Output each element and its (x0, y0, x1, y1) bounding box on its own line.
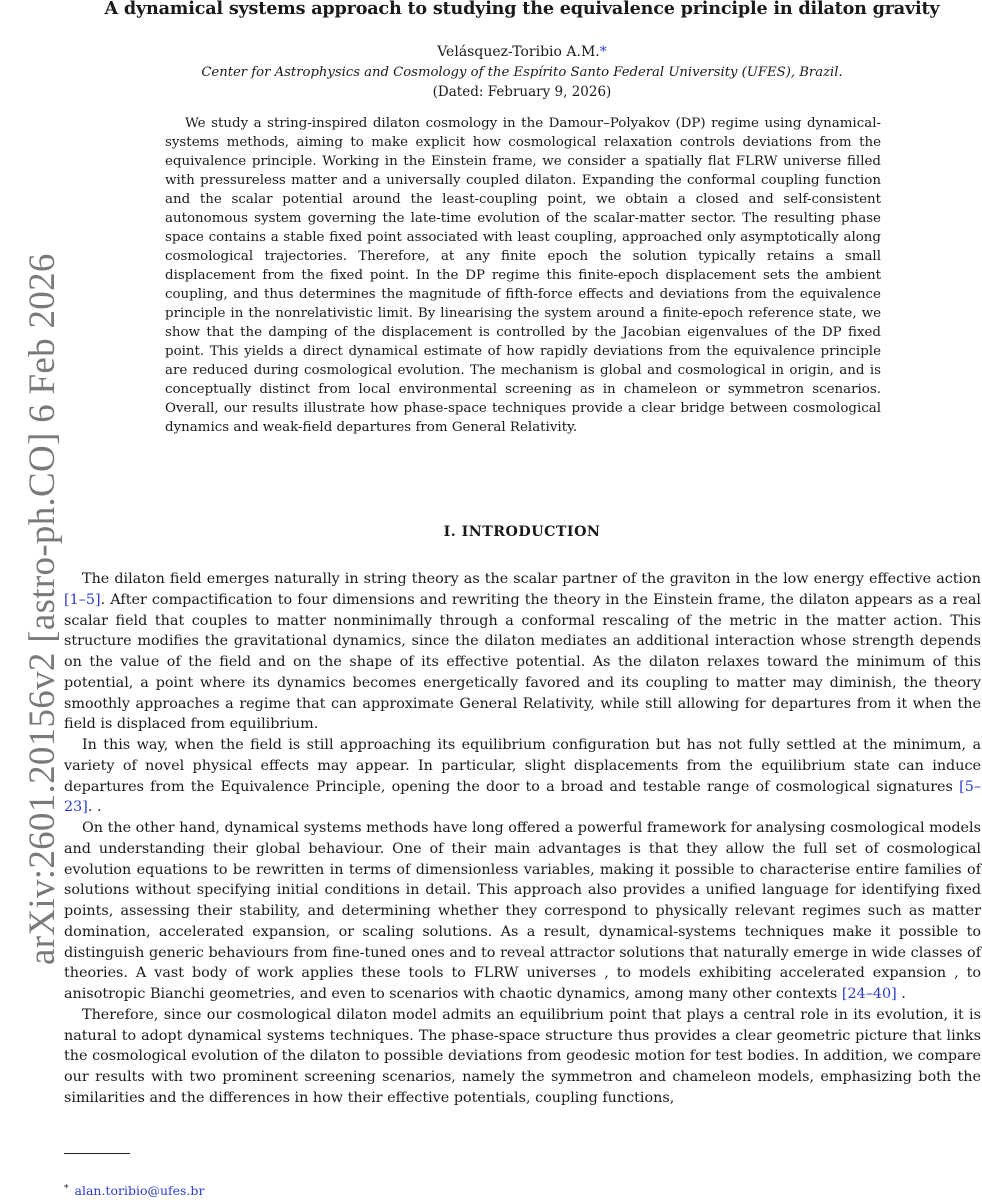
citation-link[interactable]: [1–5] (64, 591, 101, 608)
paragraph-text: . (896, 986, 906, 1002)
paragraph-1 (64, 569, 981, 735)
author-line (62, 44, 982, 60)
footnote-marker: * (64, 1184, 69, 1194)
affiliation: Center for Astrophysics and Cosmology of the Espírito Santo Federal University (UFES), Brazil. (201, 65, 843, 80)
author-footnote-link[interactable]: * (599, 44, 607, 60)
section-heading-introduction: I. INTRODUCTION (443, 524, 601, 540)
paper-title: A dynamical systems approach to studying the equivalence principle in dilaton gravity (104, 0, 940, 19)
author-name: Velásquez-Toribio A.M. (437, 44, 600, 60)
paragraph-4: Therefore, since our cosmological dilaton model admits an equilibrium point that plays a central role in its evolution, it is natural to adopt dynamical systems techniques. The phase-space structure thus provides a clear geometric picture that links the cosmological evolution of the dilaton to possible deviations from geodesic motion for test bodies. In addition, we compare our results with two prominent screening scenarios, namely the symmetron and chameleon models, emphasizing both the similarities and the differences in how their effective potentials, coupling functions, (64, 1006, 981, 1106)
footnote (64, 1183, 204, 1198)
paragraph-text: In this way, when the field is still approaching its equilibrium configuration but has not fully settled at the minimum, a variety of novel physical effects may appear. In particular, slight displacements from the equilibrium state can induce departures from the Equivalence Principle, opening the door to a broad and testable range of cosmological signatures (64, 737, 981, 795)
date-line: (Dated: February 9, 2026) (432, 84, 612, 100)
paragraph-text: . After compactification to four dimensions and rewriting the theory in the Einstein frame, the dilaton appears as a real scalar field that couples to matter nonminimally through a conformal rescaling of the metric in the matter action. This structure modifies the gravitational dynamics, since the dilaton mediates an additional interaction whose strength depends on the value of the field and on the shape of its effective potential. As the dilaton relaxes toward the minimum of this potential, a point where its dynamics becomes energetically favored and its coupling to matter may diminish, the theory smoothly approaches a regime that can approximate General Relativity, while still allowing for departures from it when the field is displaced from equilibrium. (64, 591, 981, 733)
paragraph-text: . . (87, 799, 102, 816)
arxiv-identifier: arXiv:2601.20156v2 [astro-ph.CO] 6 Feb 2026 (22, 253, 63, 965)
abstract: We study a string-inspired dilaton cosmology in the Damour–Polyakov (DP) regime using dynamical-systems methods, aiming to make explicit how cosmological relaxation controls deviations from the equivalence principle. Working in the Einstein frame, we consider a spatially flat FLRW universe filled with pressureless matter and a universally coupled dilaton. Expanding the conformal coupling function and the scalar potential around the least-coupling point, we obtain a closed and self-consistent autonomous system governing the late-time evolution of the scalar-matter sector. The resulting phase space contains a stable fixed point associated with least coupling, approached only asymptotically along cosmological trajectories. Therefore, at any finite epoch the solution typically retains a small displacement from the fixed point. In the DP regime this finite-epoch displacement sets the ambient coupling, and thus determines the magnitude of fifth-force effects and deviations from the equivalence principle in the nonrelativistic limit. By linearising the system around a finite-epoch reference state, we show that the damping of the displacement is controlled by the Jacobian eigenvalues of the DP fixed point. This yields a direct dynamical estimate of how rapidly deviations from the equivalence principle are reduced during cosmological evolution. The mechanism is global and cosmological in origin, and is conceptually distinct from local environmental screening as in chameleon or symmetron scenarios. Overall, our results illustrate how phase-space techniques provide a clear bridge between cosmological dynamics and weak-field departures from General Relativity. (165, 116, 881, 435)
paragraph-2 (64, 735, 981, 818)
citation-link[interactable]: [24–40] (841, 986, 897, 1002)
citation-link[interactable]: [5–23] (64, 778, 981, 816)
paragraph-text: On the other hand, dynamical systems methods have long offered a powerful framework for analysing cosmological models and understanding their global behaviour. One of their main advantages is that they allow the full set of cosmological evolution equations to be rewritten in terms of dimensionless variables, making it possible to characterise entire families of solutions without specifying initial conditions in detail. This approach also provides a unified language for identifying fixed points, assessing their stability, and determining whether they correspond to physically relevant regimes such as matter domination, accelerated expansion, or scaling solutions. As a result, dynamical-systems techniques make it possible to distinguish generic behaviours from fine-tuned ones and to reveal attractor solutions that naturally emerge in wide classes of theories. A vast body of work applies these tools to FLRW universes , to models exhibiting accelerated expansion , to anisotropic Bianchi geometries, and even to scenarios with chaotic dynamics, among many other contexts (64, 820, 981, 1002)
paragraph-3 (64, 818, 981, 1005)
introduction-body (64, 569, 981, 1109)
footnote-rule (64, 1153, 130, 1154)
paragraph-text: The dilaton field emerges naturally in string theory as the scalar partner of the graviton in the low energy effective action (82, 571, 981, 587)
author-email-link[interactable]: alan.toribio@ufes.br (74, 1183, 205, 1198)
